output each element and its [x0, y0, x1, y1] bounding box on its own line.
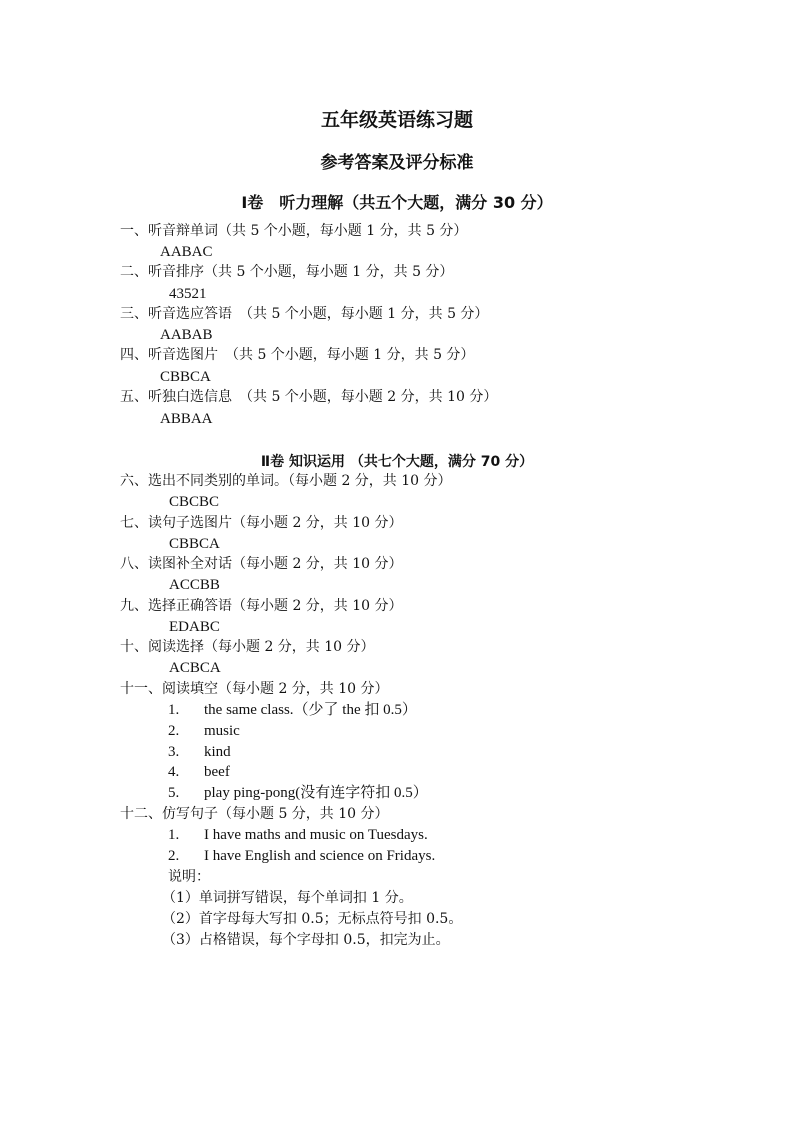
part-1-heading: Ⅰ卷 听力理解（共五个大题，满分 30 分）	[241, 193, 553, 212]
section-10-answer: ACBCA	[169, 660, 221, 676]
note-item: （1）单词拼写错误，每个单词扣 1 分。	[162, 890, 413, 906]
section-5-answer: ABBAA	[160, 411, 213, 427]
section-6-heading: 六、选出不同类别的单词。（每小题 2 分，共 10 分）	[120, 473, 452, 489]
section-7-heading: 七、读句子选图片（每小题 2 分，共 10 分）	[120, 515, 403, 531]
list-item: 1. the same class.（少了 the 扣 0.5）	[168, 702, 417, 718]
section-6-answer: CBCBC	[169, 494, 220, 510]
note-item: （3）占格错误，每个字母扣 0.5，扣完为止。	[162, 932, 450, 948]
section-3-answer: AABAB	[160, 327, 213, 343]
section-8-heading: 八、读图补全对话（每小题 2 分，共 10 分）	[120, 556, 403, 572]
document-title: 五年级英语练习题	[320, 109, 473, 131]
notes-label: 说明：	[168, 869, 210, 885]
part-2-heading: Ⅱ卷 知识运用 （共七个大题，满分 70 分）	[260, 454, 534, 470]
note-item: （2）首字母每大写扣 0.5；无标点符号扣 0.5。	[162, 911, 463, 927]
section-9-heading: 九、选择正确答语（每小题 2 分，共 10 分）	[120, 598, 403, 614]
section-8-answer: ACCBB	[169, 577, 220, 593]
section-12-heading: 十二、仿写句子（每小题 5 分，共 10 分）	[120, 806, 389, 822]
list-item: 2. music	[168, 723, 240, 739]
list-item: 3. kind	[168, 744, 231, 760]
list-item: 1. I have maths and music on Tuesdays.	[168, 827, 428, 843]
section-9-answer: EDABC	[169, 619, 220, 635]
section-11-heading: 十一、阅读填空（每小题 2 分，共 10 分）	[120, 681, 389, 697]
section-1-answer: AABAC	[160, 244, 213, 260]
list-item: 4. beef	[168, 764, 230, 780]
section-2-answer: 43521	[169, 286, 207, 302]
document-subtitle: 参考答案及评分标准	[320, 153, 474, 173]
list-item: 2. I have English and science on Fridays.	[168, 848, 436, 864]
section-4-answer: CBBCA	[160, 369, 211, 385]
section-4-heading: 四、听音选图片 （共 5 个小题，每小题 1 分，共 5 分）	[120, 347, 475, 363]
section-2-heading: 二、听音排序（共 5 个小题，每小题 1 分，共 5 分）	[120, 264, 454, 280]
section-5-heading: 五、听独白选信息 （共 5 个小题，每小题 2 分，共 10 分）	[120, 389, 498, 405]
list-item: 5. play ping-pong(没有连字符扣 0.5）	[168, 785, 428, 801]
section-7-answer: CBBCA	[169, 536, 220, 552]
section-10-heading: 十、阅读选择（每小题 2 分，共 10 分）	[120, 639, 375, 655]
section-3-heading: 三、听音选应答语 （共 5 个小题，每小题 1 分，共 5 分）	[120, 306, 489, 322]
section-1-heading: 一、听音辩单词（共 5 个小题，每小题 1 分，共 5 分）	[120, 223, 468, 239]
